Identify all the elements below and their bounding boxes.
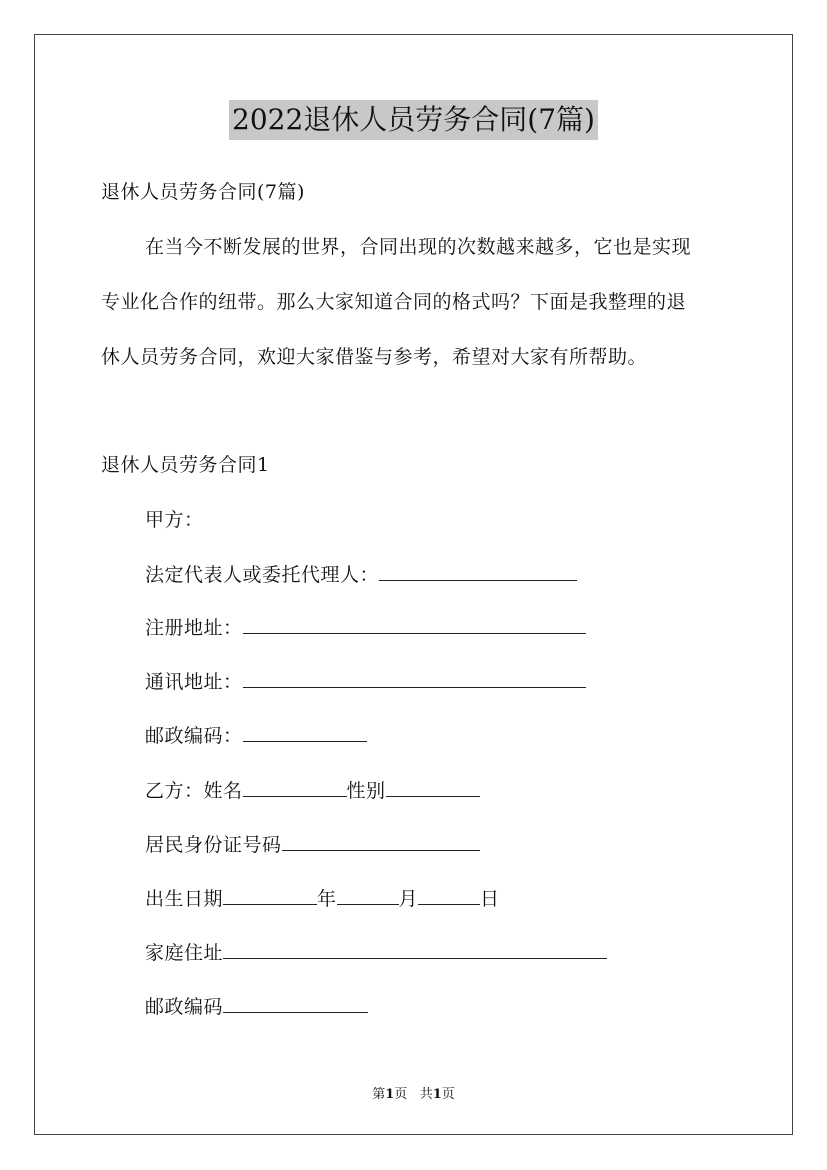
id-number-blank[interactable] [282,832,480,851]
party-b-name-blank[interactable] [243,778,347,797]
birth-label: 出生日期 [145,888,224,910]
title-container [0,100,827,140]
legal-rep-row [145,561,577,589]
id-number-row [145,831,480,859]
month-label: 月 [398,888,419,910]
postcode-a-row [145,722,367,750]
party-b-row [145,777,480,805]
legal-rep-blank[interactable] [379,562,577,581]
home-address-label: 家庭住址 [145,942,224,964]
mail-address-blank[interactable] [243,669,586,688]
mail-address-label: 通讯地址： [145,671,243,693]
birth-year-blank[interactable] [223,886,317,905]
intro-line-3: 休人员劳务合同，欢迎大家借鉴与参考，希望对大家有所帮助。 [101,346,648,368]
reg-address-label: 注册地址： [145,617,243,639]
legal-rep-label: 法定代表人或委托代理人： [145,564,380,586]
page-footer [0,1083,827,1102]
party-a-label: 甲方： [145,509,204,531]
document-title: 2022退休人员劳务合同(7篇) [229,100,598,140]
birth-month-blank[interactable] [337,886,399,905]
footer-total-number: 1 [432,1087,442,1102]
gender-label: 性别 [346,780,386,802]
footer-page-suffix: 页 [394,1087,408,1102]
footer-page-number: 1 [385,1087,395,1102]
postcode-a-label: 邮政编码： [145,725,243,747]
footer-total-prefix: 共 [419,1087,433,1102]
document-subtitle: 退休人员劳务合同(7篇) [101,181,305,203]
day-label: 日 [480,888,500,910]
id-number-label: 居民身份证号码 [145,834,282,856]
mail-address-row [145,668,586,696]
party-b-name-label: 乙方：姓名 [145,780,243,802]
birth-day-blank[interactable] [418,886,480,905]
year-label: 年 [317,888,337,910]
reg-address-row [145,614,586,642]
home-address-blank[interactable] [223,940,607,959]
postcode-b-blank[interactable] [223,994,368,1013]
postcode-b-row [145,993,368,1021]
footer-page-prefix: 第 [372,1087,386,1102]
intro-line-1: 在当今不断发展的世界，合同出现的次数越来越多，它也是实现 [145,236,692,258]
intro-line-2: 专业化合作的纽带。那么大家知道合同的格式吗？下面是我整理的退 [101,291,687,313]
footer-total-suffix: 页 [441,1087,455,1102]
birth-row [145,885,500,913]
section-heading: 退休人员劳务合同1 [101,454,270,476]
postcode-b-label: 邮政编码 [145,996,224,1018]
gender-blank[interactable] [386,778,480,797]
postcode-a-blank[interactable] [243,723,367,742]
reg-address-blank[interactable] [243,615,586,634]
home-address-row [145,939,607,967]
